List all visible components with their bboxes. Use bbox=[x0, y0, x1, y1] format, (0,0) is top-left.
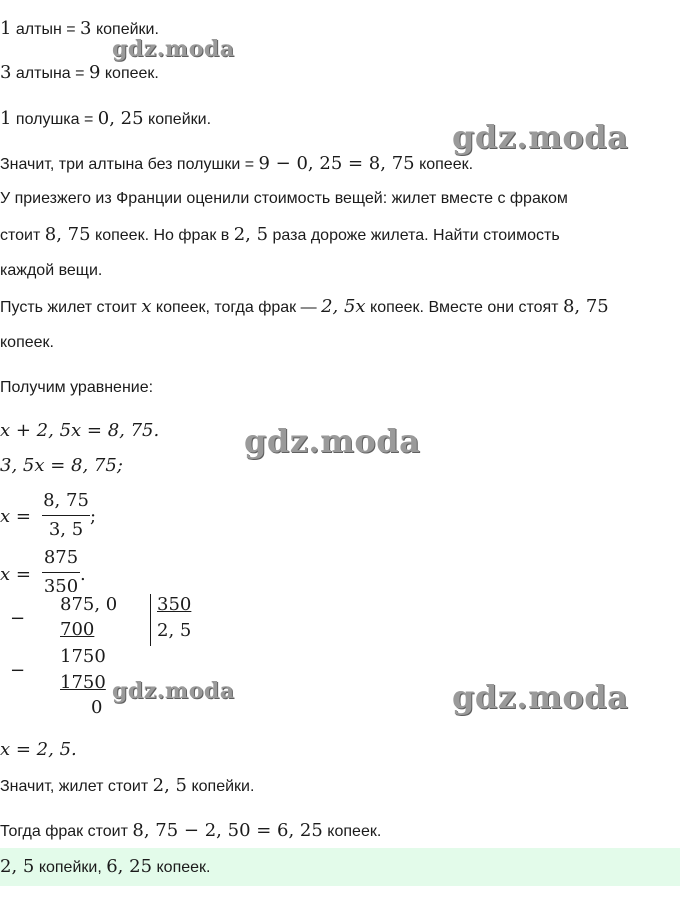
equation-2: 3, 5x = 8, 75; bbox=[0, 455, 123, 476]
line-conclusion-altyn: Значит, три алтына без полушки = 9 − 0, 25 = 8, 75 копеек. bbox=[0, 153, 474, 174]
fraction-bar bbox=[42, 515, 90, 516]
division-dividend: 875, 0 bbox=[60, 594, 118, 615]
equation-3-tail: ; bbox=[90, 506, 97, 527]
line-3-altyna: 3 алтына = 9 копеек. bbox=[0, 62, 159, 83]
equation-4-numerator: 875 bbox=[43, 547, 79, 568]
watermark: gdz.moda bbox=[244, 422, 421, 460]
division-quotient: 2, 5 bbox=[157, 620, 192, 641]
line-altyn: 1 алтын = 3 копейки. bbox=[0, 18, 159, 39]
division-divisor: 350 bbox=[157, 594, 192, 615]
problem-line-3: каждой вещи. bbox=[0, 262, 103, 279]
watermark: gdz.moda bbox=[452, 118, 629, 156]
line-polushka: 1 полушка = 0, 25 копейки. bbox=[0, 108, 212, 129]
solution-line-2: копеек. bbox=[0, 334, 54, 351]
conclusion-1: Значит, жилет стоит 2, 5 копейки. bbox=[0, 775, 255, 796]
equation-3-numerator: 8, 75 bbox=[43, 490, 89, 511]
answer-line: 2, 5 копейки, 6, 25 копеек. bbox=[0, 856, 211, 877]
solution-line-1: Пусть жилет стоит x копеек, тогда фрак — 2, 5x копеек. Вместе они стоят 8, 75 bbox=[0, 296, 609, 317]
equation-intro: Получим уравнение: bbox=[0, 379, 154, 396]
equation-4-tail: . bbox=[80, 564, 86, 585]
watermark: gdz.moda bbox=[112, 36, 235, 62]
division-remainder-1: 1750 bbox=[60, 646, 106, 667]
division-vertical-bar bbox=[150, 594, 151, 646]
problem-line-1: У приезжего из Франции оценили стоимость вещей: жилет вместе с фраком bbox=[0, 190, 568, 207]
watermark: gdz.moda bbox=[452, 678, 629, 716]
equation-3-denominator: 3, 5 bbox=[48, 519, 84, 540]
division-remainder-2: 0 bbox=[91, 697, 103, 718]
fraction-bar bbox=[42, 572, 80, 573]
equation-4-lhs: x = bbox=[0, 564, 31, 585]
equation-3-lhs: x = bbox=[0, 506, 31, 527]
equation-5: x = 2, 5. bbox=[0, 739, 77, 760]
equation-1: x + 2, 5x = 8, 75. bbox=[0, 420, 160, 441]
watermark: gdz.moda bbox=[112, 678, 235, 704]
division-subtrahend-2: 1750 bbox=[60, 672, 106, 693]
conclusion-2: Тогда фрак стоит 8, 75 − 2, 50 = 6, 25 копеек. bbox=[0, 820, 382, 841]
equation-4-denominator: 350 bbox=[43, 576, 79, 592]
problem-line-2: стоит 8, 75 копеек. Но фрак в 2, 5 раза дороже жилета. Найти стоимость bbox=[0, 224, 560, 245]
division-minus-1: − bbox=[10, 608, 26, 629]
division-subtrahend-1: 700 bbox=[60, 619, 95, 640]
division-minus-2: − bbox=[10, 660, 26, 681]
